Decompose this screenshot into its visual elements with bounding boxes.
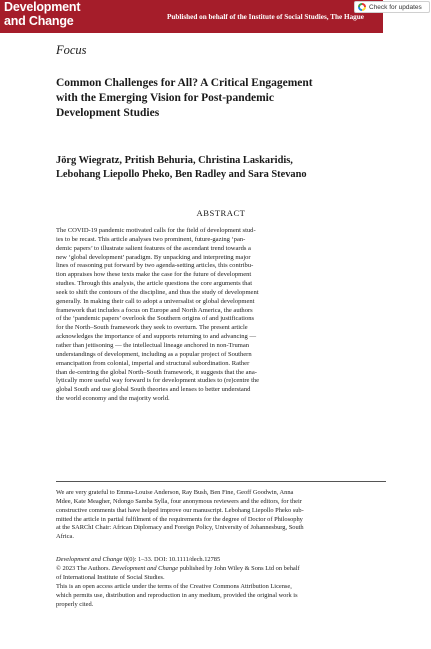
- license-note: [56, 583, 386, 610]
- check-for-updates-button[interactable]: [354, 1, 430, 13]
- copyright-journal: Development and Change: [111, 564, 179, 572]
- journal-title: [4, 1, 80, 28]
- abstract-line: framework that includes a focus on Europe and North America, the authors: [56, 306, 253, 314]
- citation-line-1: [56, 556, 386, 565]
- author-list: [56, 154, 386, 181]
- abstract-line: tion appraises how these texts make the case for the future of development: [56, 271, 252, 279]
- copyright-prefix: © 2023 The Authors.: [56, 564, 112, 572]
- acknowledgement-line: mitted the article in partial fulfilment of the requirements for the degree of Doctor of Philosophy: [56, 515, 303, 523]
- copyright-publisher: published by John Wiley & Sons Ltd on behalf: [178, 564, 300, 572]
- abstract-line: seek to shift the contours of the discipline, and thus the study of development: [56, 288, 259, 296]
- acknowledgement-line: at the SARChI Chair: African Diplomacy and Foreign Policy, University of Johannesburg, South: [56, 524, 304, 532]
- journal-title-line-2: and Change: [4, 13, 74, 28]
- abstract-line: lytically more useful way forward is for development studies to (re)centre the: [56, 377, 260, 385]
- citation-line-2: [56, 565, 386, 574]
- abstract-line: demic papers’ to illustrate salient features of the ascendant trend towards a: [56, 244, 251, 252]
- acknowledgement-line: constructive comments that have helped improve our manuscript. Lebohang Liepollo Pheko sub-: [56, 506, 304, 514]
- acknowledgement-line: We are very grateful to Emma-Louise Anderson, Ray Bush, Ben Fine, Geoff Goodwin, Anna: [56, 489, 294, 496]
- abstract-line: studies. Through this analysis, the article questions the core arguments that: [56, 280, 253, 288]
- license-line: which permits use, distribution and reproduction in any medium, provided the original work is: [56, 591, 298, 599]
- publisher-line: Published on behalf of the Institute of Social Studies, The Hague: [167, 13, 364, 21]
- abstract-body: [56, 227, 386, 404]
- title-line: Common Challenges for All? A Critical Engagement: [56, 77, 313, 89]
- title-line: with the Emerging Vision for Post-pandemic: [56, 91, 274, 104]
- abstract-line: understandings of development, including as a popular project of Southern: [56, 350, 252, 358]
- abstract-line: global South and use global South theories and lenses to better understand: [56, 386, 251, 394]
- abstract-line: emancipation from colonial, imperial and structural subordination. Rather: [56, 359, 250, 367]
- abstract-line: the world economy and the majority world.: [56, 395, 170, 403]
- abstract-line: new ‘global development’ paradigm. By unpacking and interpreting major: [56, 253, 251, 261]
- license-line: properly cited.: [56, 600, 94, 608]
- check-updates-icon: [358, 3, 366, 11]
- abstract-line: acknowledges the importance of and supports returning to and advancing —: [56, 333, 256, 341]
- acknowledgement-line: Africa.: [56, 533, 74, 541]
- abstract-line: for the North–South framework they seek to overturn. The present article: [56, 324, 248, 332]
- journal-title-line-1: Development: [4, 0, 81, 14]
- citation-doi: 0(0): 1–33. DOI: 10.1111/dech.12785: [122, 556, 221, 563]
- abstract-line: lines of reasoning put forward by two agenda-setting articles, this contribu-: [56, 262, 254, 270]
- citation-line-3: of International Institute of Social Studies.: [56, 573, 165, 581]
- abstract-line: ies to be recast. This article analyses two prominent, future-gazing ‘pan-: [56, 235, 246, 243]
- abstract-line: generally. In making their call to adopt a universalist or global development: [56, 297, 255, 305]
- footnote-divider: [56, 481, 386, 482]
- author-line: Jörg Wiegratz, Pritish Behuria, Christina Laskaridis,: [56, 155, 293, 166]
- citation-journal: Development and Change: [56, 556, 123, 563]
- abstract-line: rather than jettisoning — the intellectual lineage anchored in non-Truman: [56, 341, 250, 349]
- acknowledgement-note: [56, 489, 386, 542]
- citation-block: [56, 556, 386, 583]
- section-label: Focus: [56, 43, 87, 57]
- journal-banner: [0, 0, 383, 33]
- abstract-line: of the ‘pandemic papers’ overlook the Southern origins of and justifications: [56, 315, 255, 323]
- article-title: [56, 76, 386, 120]
- acknowledgement-line: Mdee, Kate Meagher, Ndongo Samba Sylla, four anonymous reviewers and the editors, for their: [56, 497, 302, 505]
- title-line: Development Studies: [56, 106, 160, 119]
- abstract-line: than de-centring the global North–South framework, it suggests that the ana-: [56, 368, 257, 376]
- author-line: Lebohang Liepollo Pheko, Ben Radley and Sara Stevano: [56, 168, 307, 180]
- check-updates-label: Check for updates: [369, 3, 422, 11]
- license-line: This is an open access article under the terms of the Creative Commons Attribution License,: [56, 583, 292, 590]
- abstract-line: The COVID-19 pandemic motivated calls for the field of development stud-: [56, 227, 256, 234]
- abstract-heading: ABSTRACT: [196, 208, 246, 218]
